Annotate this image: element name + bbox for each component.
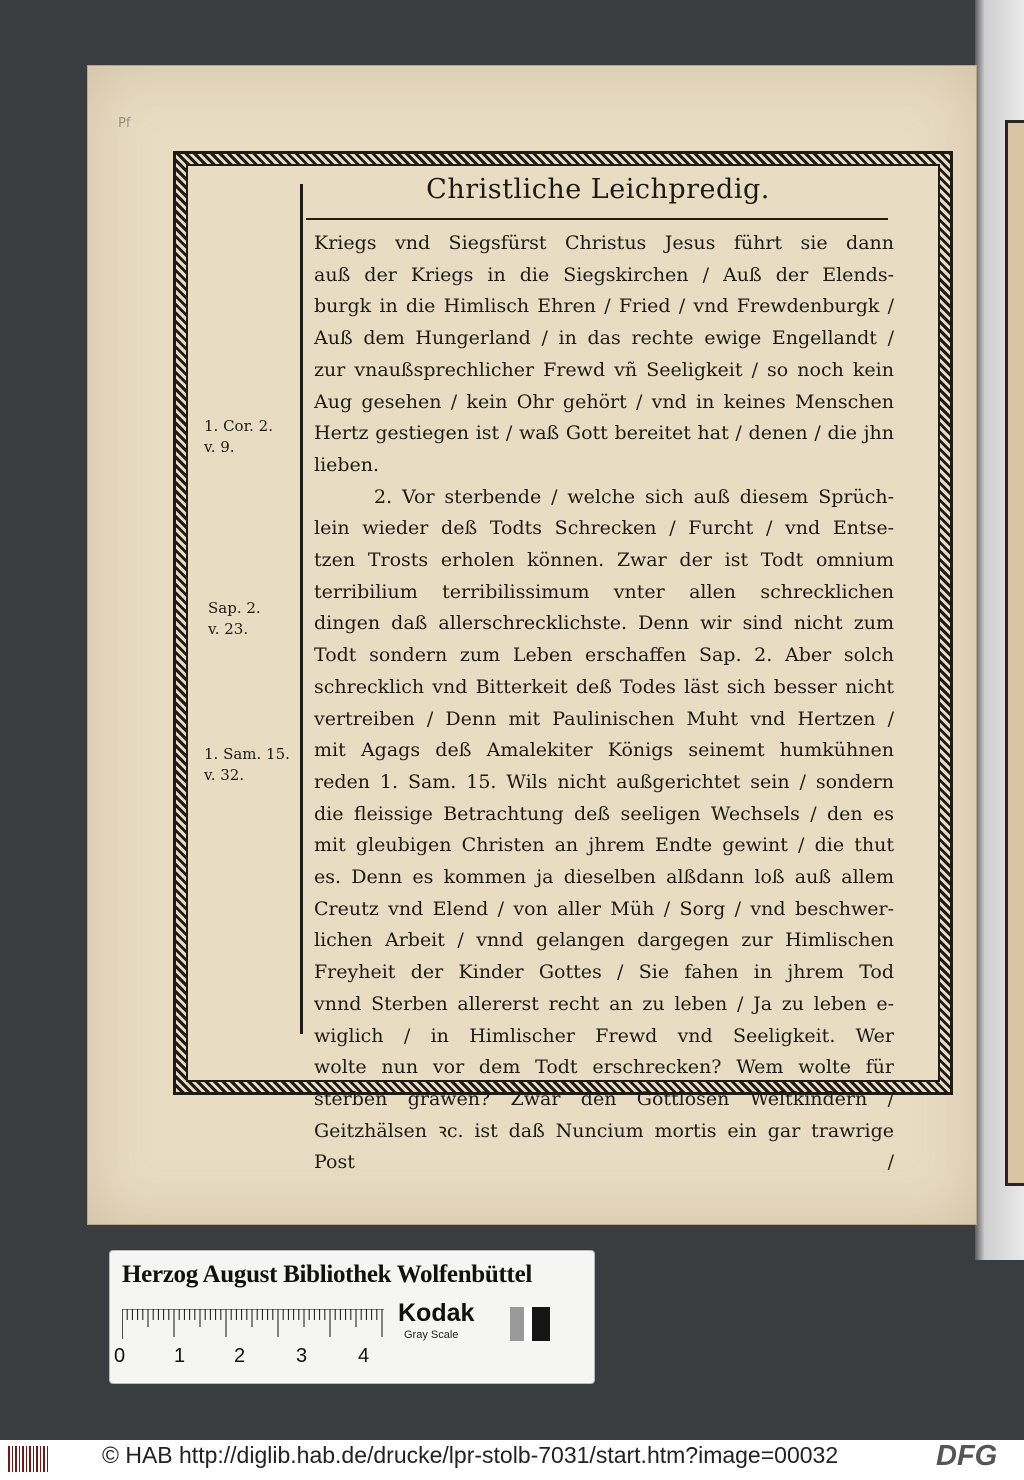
text-line: Kriegs vnd Siegsfürst Christus Jesus führt sie dann: [314, 232, 894, 254]
text-line: tzen Trosts erholen können. Zwar der ist Todt omnium: [314, 549, 894, 572]
adjacent-page-edge: [975, 0, 1024, 1260]
text-line: lichen Arbeit / vnnd gelangen dargegen zur Himlischen: [314, 929, 894, 952]
text-line: Aug gesehen / kein Ohr gehört / vnd in keines Menschen: [314, 390, 894, 413]
dfg-logo: DFG: [936, 1440, 998, 1472]
black-swatch: [532, 1307, 550, 1341]
page-header: Christliche Leichpredig.: [426, 174, 770, 205]
document-page: [88, 66, 976, 1224]
text-line: die fleissige Betrachtung deß seeligen Wechsels / den es: [314, 802, 894, 825]
text-line: sterben grawen? Zwar den Gottlosen Weltkindern /: [314, 1087, 894, 1110]
catchword: Post /: [314, 1151, 894, 1174]
source-url[interactable]: © HAB http://diglib.hab.de/drucke/lpr-stolb-7031/start.htm?image=00032: [102, 1442, 839, 1468]
text-line: reden 1. Sam. 15. Wils nicht außgerichtet sein / sondern: [314, 770, 894, 793]
text-line: Auß dem Hungerland / in das rechte ewige Engellandt /: [314, 327, 894, 350]
text-line: mit gleubigen Christen an jhrem Endte gewint / die thut: [314, 834, 894, 857]
barcode-icon: [8, 1446, 48, 1472]
text-line: schrecklich vnd Bitterkeit deß Todes läst sich besser nicht: [314, 675, 894, 698]
text-line: auß der Kriegs in die Siegskirchen / Auß der Elends-: [314, 263, 894, 286]
margin-rule: [300, 184, 303, 1034]
text-line: vertreiben / Denn mit Paulinischen Muht vnd Hertzen /: [314, 707, 894, 730]
library-name: Herzog August Bibliothek Wolfenbüttel: [122, 1261, 533, 1288]
margin-note-sam: 1. Sam. 15. v. 32.: [204, 745, 290, 784]
text-line: Freyheit der Kinder Gottes / Sie fahen in jhrem Tod: [314, 961, 894, 984]
text-line: lieben.: [314, 453, 380, 476]
margin-note-cor: 1. Cor. 2. v. 9.: [204, 417, 273, 456]
scale-ruler: [122, 1309, 384, 1339]
text-line: Hertz gestiegen ist / waß Gott bereitet hat / denen / die jhn: [314, 422, 894, 445]
text-line: Todt sondern zum Leben erschaffen Sap. 2. Aber solch: [314, 644, 894, 667]
reference-card: Herzog August Bibliothek Wolfenbüttel 0 1 2 3 4 Kodak Gray Scale: [109, 1250, 595, 1384]
kodak-logo: Kodak: [398, 1299, 475, 1327]
pencil-mark: Pf: [118, 116, 131, 131]
gray-scale-label: Gray Scale: [404, 1329, 459, 1341]
text-line: Geitzhälsen ꝛc. ist daß Nuncium mortis ein gar trawrige: [314, 1119, 894, 1142]
text-line: Creutz vnd Elend / von aller Müh / Sorg / vnd beschwer-: [314, 897, 894, 920]
text-line: wiglich / in Himlischer Frewd vnd Seeligkeit. Wer: [314, 1024, 894, 1047]
text-line: 2. Vor sterbende / welche sich auß diesem Sprüch-: [374, 485, 894, 508]
margin-note-sap: Sap. 2. v. 23.: [208, 599, 261, 638]
text-line: wolte nun vor dem Todt erschrecken? Wem wolte für: [314, 1056, 894, 1079]
header-rule: [306, 218, 888, 220]
text-line: mit Agags deß Amalekiter Königs seinemt humkühnen: [314, 739, 894, 762]
text-line: burgk in die Himlisch Ehren / Fried / vnd Frewdenburgk /: [314, 295, 894, 318]
text-line: terribilium terribilissimum vnter allen schrecklichen: [314, 580, 894, 603]
body-text: [314, 228, 894, 1179]
text-line: dingen daß allerschrecklichste. Denn wir sind nicht zum: [314, 612, 894, 635]
white-swatch: [524, 1307, 532, 1341]
text-line: vnnd Sterben allererst recht an zu leben / Ja zu leben e-: [314, 992, 894, 1015]
gray-swatch: [510, 1307, 524, 1341]
text-line: zur vnaußsprechlicher Frewd vñ Seeligkeit / so noch kein: [314, 358, 894, 381]
text-line: lein wieder deß Todts Schrecken / Furcht / vnd Entse-: [314, 517, 894, 540]
footer-bar: [0, 1440, 1024, 1480]
text-line: es. Denn es kommen ja dieselben alßdann loß auß allem: [314, 866, 894, 889]
